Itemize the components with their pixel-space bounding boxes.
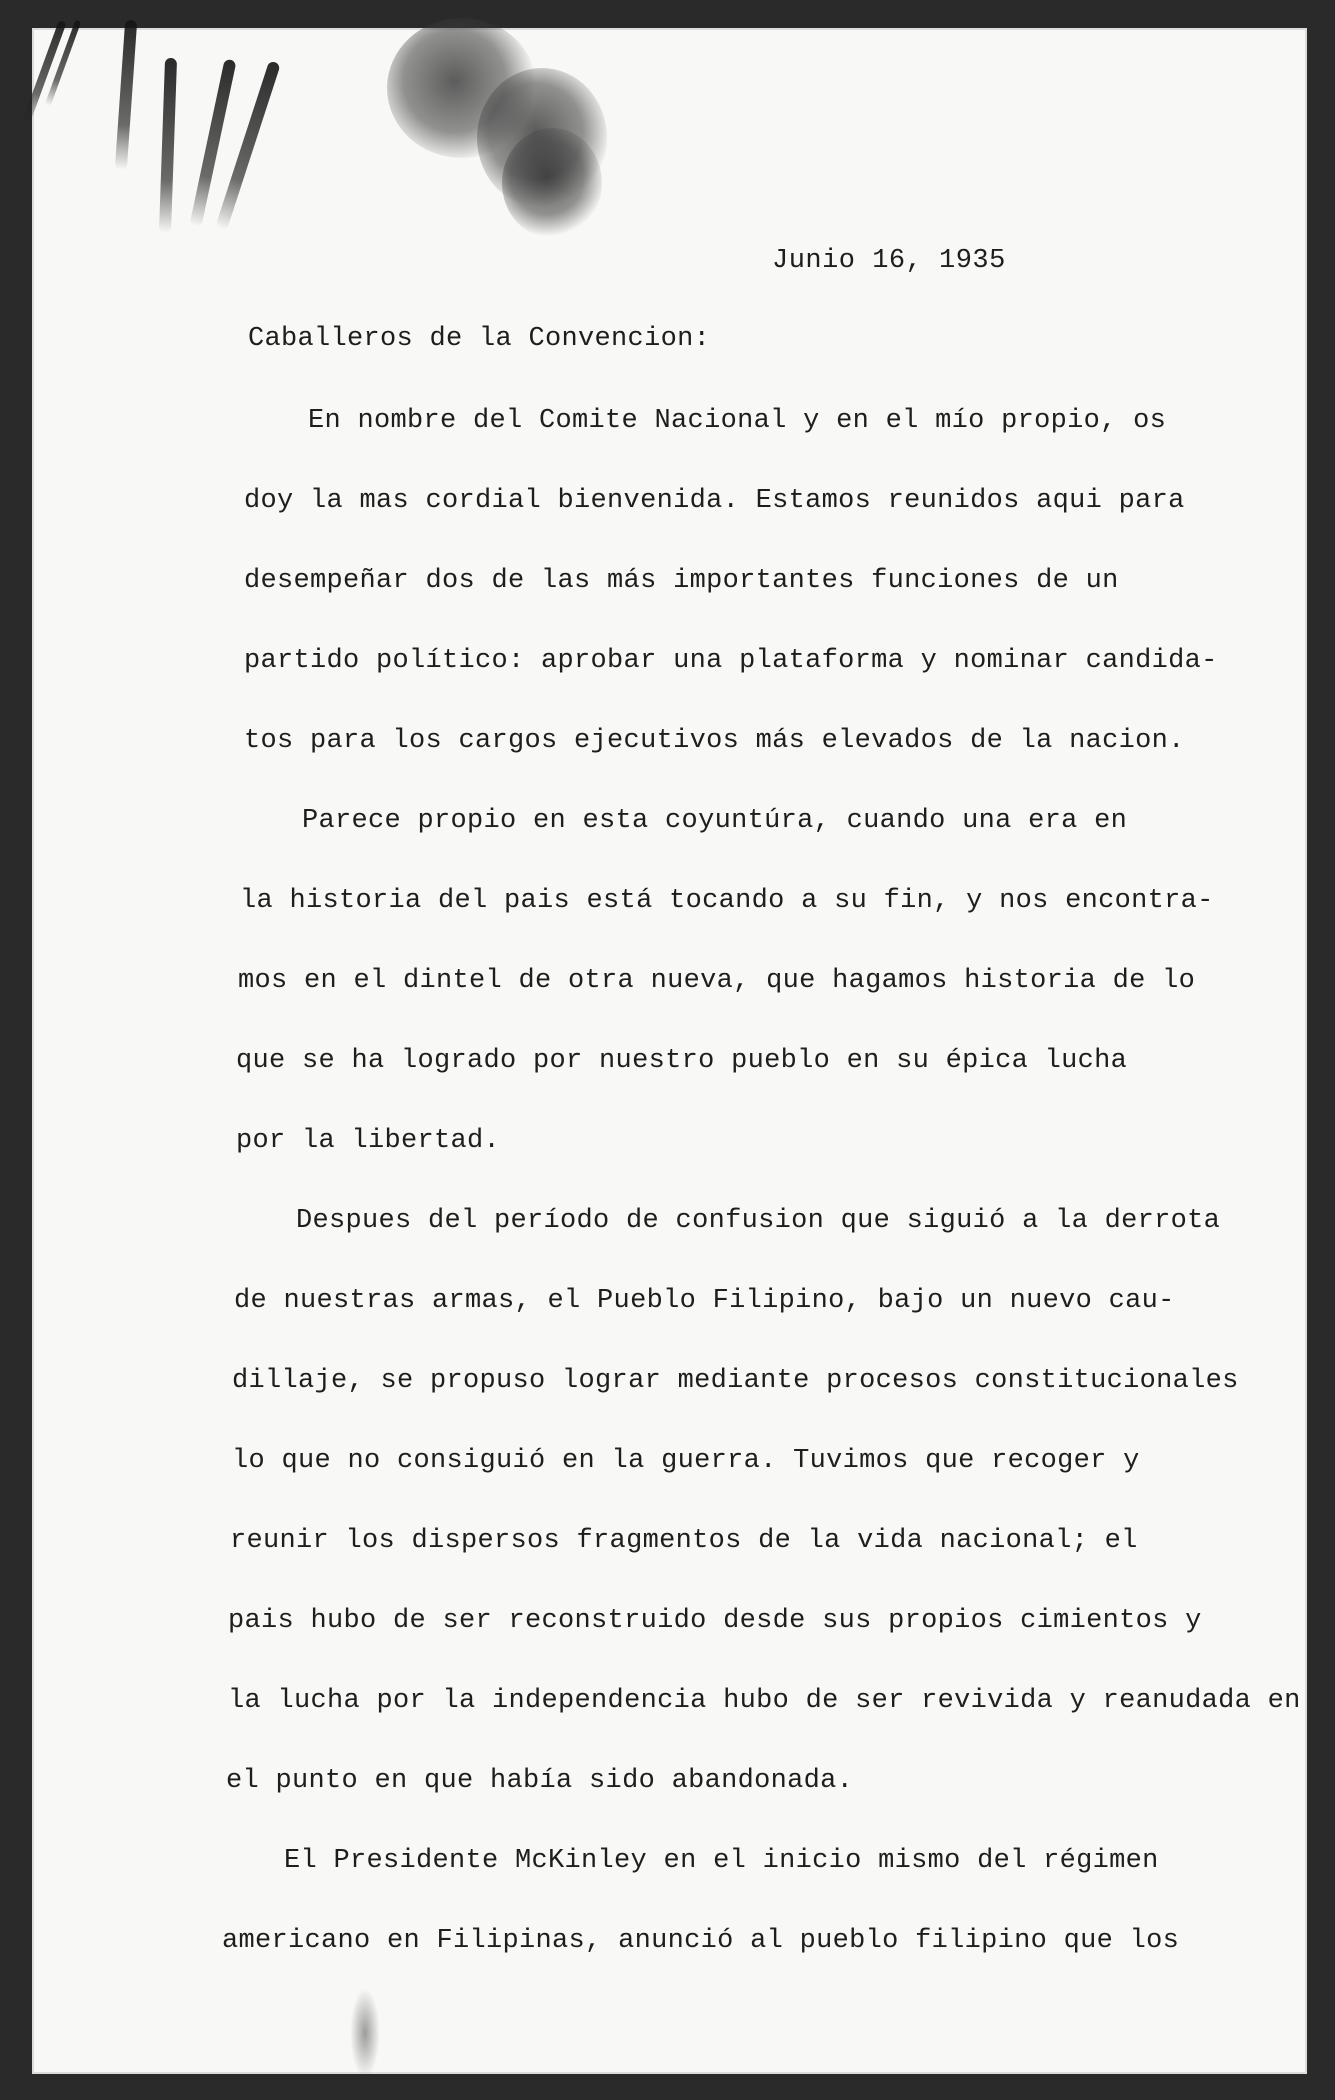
body-line: desempeñar dos de las más importantes funciones de un (244, 566, 1119, 596)
body-line: la lucha por la independencia hubo de ser revivida y reanudada en (228, 1686, 1301, 1716)
document-page (32, 28, 1307, 2074)
body-line: la historia del pais está tocando a su fin, y nos encontra- (240, 886, 1214, 916)
ink-streak (159, 58, 177, 233)
smudge (350, 1988, 380, 2078)
body-line: por la libertad. (236, 1126, 501, 1156)
ink-streak (115, 20, 137, 170)
salutation: Caballeros de la Convencion: (248, 324, 711, 354)
body-line: de nuestras armas, el Pueblo Filipino, bajo un nuevo cau- (234, 1286, 1175, 1316)
body-line: lo que no consiguió en la guerra. Tuvimos que recoger y (232, 1446, 1140, 1476)
letter-date: Junio 16, 1935 (772, 246, 1006, 276)
body-line: americano en Filipinas, anunció al pueblo filipino que los (222, 1926, 1180, 1956)
ink-blot (502, 128, 602, 238)
body-line: reunir los dispersos fragmentos de la vida nacional; el (230, 1526, 1138, 1556)
body-line: dillaje, se propuso lograr mediante procesos constitucionales (232, 1366, 1239, 1396)
body-line: que se ha logrado por nuestro pueblo en su épica lucha (236, 1046, 1128, 1076)
body-line: El Presidente McKinley en el inicio mismo del régimen (284, 1846, 1159, 1876)
body-line: el punto en que había sido abandonada. (226, 1766, 854, 1796)
body-line: pais hubo de ser reconstruido desde sus propios cimientos y (228, 1606, 1202, 1636)
body-line: doy la mas cordial bienvenida. Estamos reunidos aqui para (244, 486, 1185, 516)
body-line: mos en el dintel de otra nueva, que hagamos historia de lo (238, 966, 1196, 996)
body-line: Despues del período de confusion que siguió a la derrota (296, 1206, 1221, 1236)
body-line: Parece propio en esta coyuntúra, cuando una era en (302, 806, 1128, 836)
body-line: En nombre del Comite Nacional y en el mío propio, os (308, 406, 1167, 436)
body-line: tos para los cargos ejecutivos más elevados de la nacion. (244, 726, 1185, 756)
body-line: partido político: aprobar una plataforma y nominar candida- (244, 646, 1218, 676)
